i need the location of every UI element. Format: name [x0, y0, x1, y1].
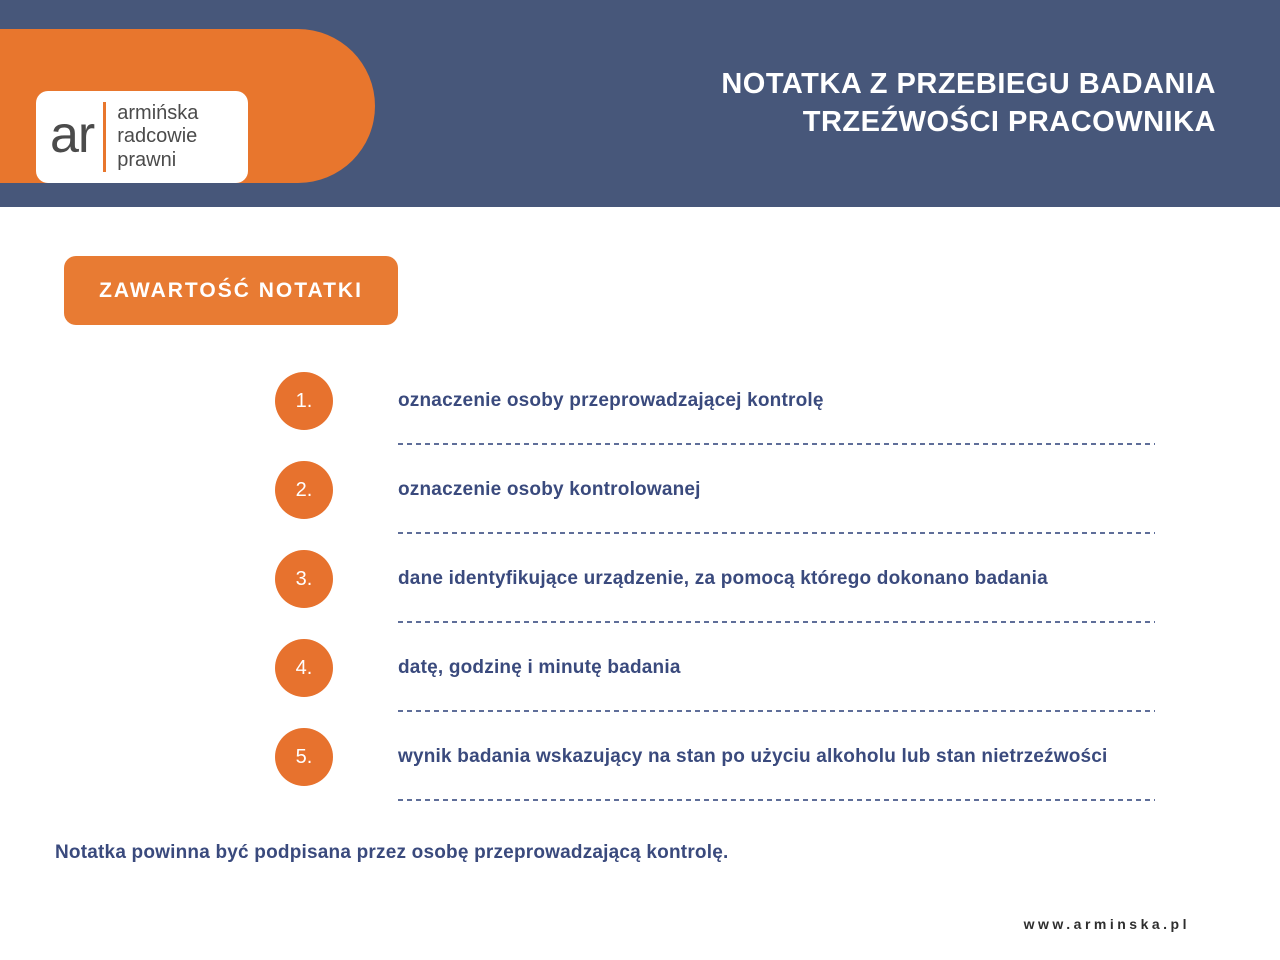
item-text: oznaczenie osoby kontrolowanej [398, 479, 701, 500]
item-text: datę, godzinę i minutę badania [398, 657, 681, 678]
header-band [0, 0, 1280, 207]
logo-name-line2: radcowie [117, 125, 198, 148]
list-item-row [275, 461, 1160, 519]
dashed-separator [398, 621, 1155, 623]
dashed-separator [398, 443, 1155, 445]
page-title-line1: NOTATKA Z PRZEBIEGU BADANIA [721, 68, 1216, 100]
dashed-separator [398, 799, 1155, 801]
list-item [275, 728, 1160, 801]
item-number-badge: 3. [275, 550, 333, 608]
logo-initials: ar [50, 106, 95, 164]
list-item-row [275, 550, 1160, 608]
company-logo [36, 91, 248, 183]
list-item-row [275, 728, 1160, 786]
logo-company-name [117, 102, 198, 172]
list-item [275, 461, 1160, 534]
page-title-line2: TRZEŹWOŚCI PRACOWNIKA [802, 105, 1216, 138]
logo-name-line1: armińska [117, 101, 199, 124]
logo-divider [103, 102, 106, 172]
logo-pill-shape [0, 29, 375, 183]
note-contents-list [275, 372, 1160, 817]
item-number-badge: 5. [275, 728, 333, 786]
item-text: wynik badania wskazujący na stan po użyciu alkoholu lub stan nietrzeźwości [398, 746, 1108, 767]
section-label-button[interactable]: ZAWARTOŚĆ NOTATKI [64, 256, 398, 325]
item-text: dane identyfikujące urządzenie, za pomocą którego dokonano badania [398, 568, 1048, 589]
signature-note: Notatka powinna być podpisana przez osobę przeprowadzającą kontrolę. [55, 842, 729, 863]
list-item [275, 372, 1160, 445]
list-item-row [275, 639, 1160, 697]
dashed-separator [398, 710, 1155, 712]
item-number-badge: 4. [275, 639, 333, 697]
list-item-row [275, 372, 1160, 430]
list-item [275, 639, 1160, 712]
website-link[interactable]: www.arminska.pl [1023, 916, 1190, 932]
item-text: oznaczenie osoby przeprowadzającej kontrolę [398, 390, 824, 411]
dashed-separator [398, 532, 1155, 534]
page-title [721, 66, 1216, 141]
item-number-badge: 2. [275, 461, 333, 519]
item-number-badge: 1. [275, 372, 333, 430]
logo-name-line3: prawni [117, 148, 177, 171]
list-item [275, 550, 1160, 623]
